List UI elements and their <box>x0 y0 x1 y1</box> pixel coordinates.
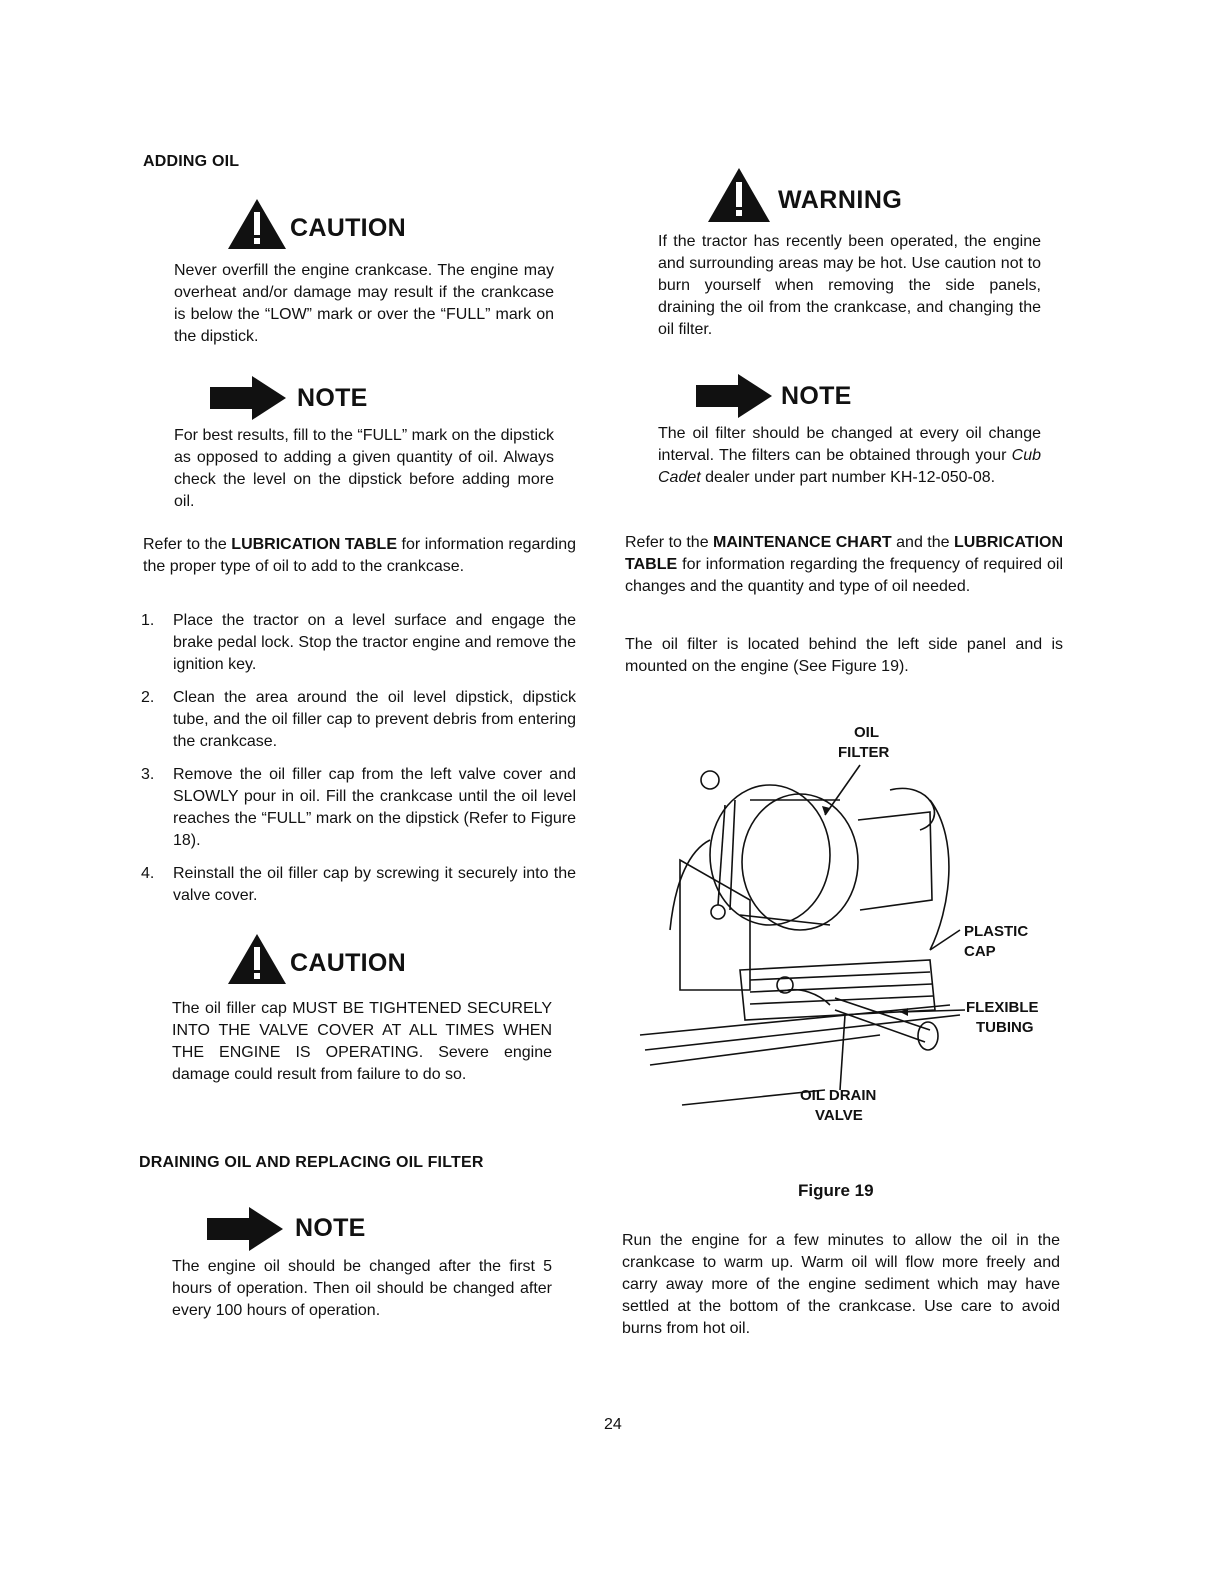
lubrication-reference-paragraph: Refer to the LUBRICATION TABLE for information regarding the proper type of oil to add to the crankcase. <box>143 536 577 575</box>
caution-title-2: CAUTION <box>290 949 406 977</box>
figure-label-valve: VALVE <box>815 1107 863 1124</box>
note-arrow-icon <box>208 374 288 427</box>
draining-oil-heading: DRAINING OIL AND REPLACING OIL FILTER <box>139 1154 484 1171</box>
engine-oil-filter-illustration <box>630 760 1050 1120</box>
note-arrow-icon <box>205 1205 285 1258</box>
note-title-1: NOTE <box>297 384 368 412</box>
figure-label-tubing: TUBING <box>976 1019 1034 1036</box>
page-number: 24 <box>604 1416 622 1433</box>
note-title-3: NOTE <box>781 382 852 410</box>
list-item: 4. Reinstall the oil filler cap by screwing it securely into the valve cover. <box>141 865 576 904</box>
note-text-2: The engine oil should be changed after the first 5 hours of operation. Then oil should be changed after every 100 hours of operation. <box>172 1258 552 1319</box>
figure-caption: Figure 19 <box>798 1181 874 1200</box>
caution-text-2: The oil filler cap MUST BE TIGHTENED SECURELY INTO THE VALVE COVER AT ALL TIMES WHEN THE ENGINE IS OPERATING. Severe engine damage could result from failure to do so. <box>172 1000 552 1083</box>
note-title-2: NOTE <box>295 1214 366 1242</box>
warning-icon <box>706 166 772 229</box>
caution-text-1: Never overfill the engine crankcase. The engine may overheat and/or damage may result if the crankcase is below the “LOW” mark or over the “FULL” mark on the dipstick. <box>174 262 554 345</box>
note-text-3: The oil filter should be changed at every oil change interval. The filters can be obtained through your Cub Cadet dealer under part number KH-12-050-08. <box>658 425 1041 486</box>
figure-label-oil-drain: OIL DRAIN <box>800 1087 877 1104</box>
filter-location-paragraph: The oil filter is located behind the left side panel and is mounted on the engine (See Figure 19). <box>625 636 1063 675</box>
caution-title-1: CAUTION <box>290 214 406 242</box>
figure-label-flexible: FLEXIBLE <box>966 999 1039 1016</box>
maintenance-reference-paragraph: Refer to the MAINTENANCE CHART and the LUBRICATION TABLE for information regarding the frequency of required oil changes and the quantity and type of oil needed. <box>625 534 1064 595</box>
note-text-1: For best results, fill to the “FULL” mark on the dipstick as opposed to adding a given quantity of oil. Always check the level on the dipstick before adding more oil. <box>174 427 554 510</box>
caution-icon <box>226 197 288 256</box>
figure-label-oil: OIL <box>854 724 879 741</box>
run-engine-paragraph: Run the engine for a few minutes to allow the oil in the crankcase to warm up. Warm oil will flow more freely and carry away more of the engine sediment which may have settled at the bottom of the crankcase. Use care to avoid burns from hot oil. <box>622 1232 1060 1337</box>
warning-text: If the tractor has recently been operated, the engine and surrounding areas may be hot. Use caution not to burn yourself when removing the side panels, draining the oil from the crankcase, and changing the oil filter. <box>658 233 1041 338</box>
adding-oil-heading: ADDING OIL <box>143 153 240 170</box>
note-arrow-icon <box>694 372 774 425</box>
figure-label-filter: FILTER <box>838 744 890 761</box>
list-item: 2. Clean the area around the oil level dipstick, dipstick tube, and the oil filler cap to prevent debris from entering the crankcase. <box>141 689 576 750</box>
warning-title: WARNING <box>778 186 903 214</box>
figure-label-cap: CAP <box>964 943 996 960</box>
adding-oil-steps <box>141 610 576 918</box>
figure-label-plastic: PLASTIC <box>964 923 1029 940</box>
list-item: 3. Remove the oil filler cap from the left valve cover and SLOWLY pour in oil. Fill the crankcase until the oil level reaches the “FULL” mark on the dipstick (Refer to Figure 18). <box>141 766 576 849</box>
caution-icon <box>226 932 288 991</box>
list-item: 1. Place the tractor on a level surface and engage the brake pedal lock. Stop the tractor engine and remove the ignition key. <box>141 612 576 673</box>
